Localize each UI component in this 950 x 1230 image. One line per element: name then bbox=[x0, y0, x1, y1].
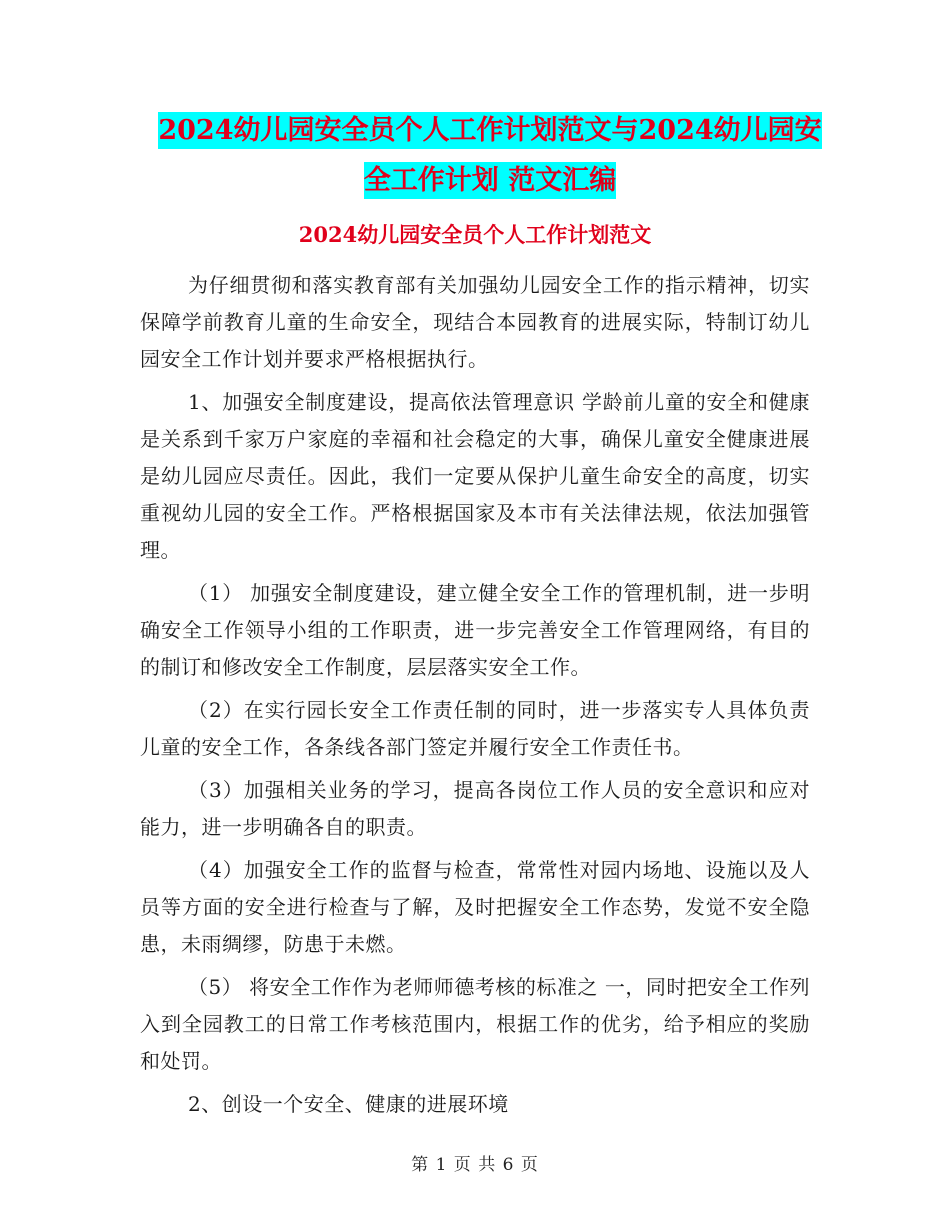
paragraph-sub-4: （4）加强安全工作的监督与检查，常常性对园内场地、设施以及人员等方面的安全进行检查与了解，及时把握安全工作态势，发觉不安全隐患，未雨绸缪，防患于未燃。 bbox=[140, 858, 810, 956]
paragraph-item-1: 1、加强安全制度建设，提高依法管理意识 学龄前儿童的安全和健康是关系到千家万户家庭的幸福和社会稳定的大事，确保儿童安全健康进展是幼儿园应尽责任。因此，我们一定要从保护儿童生命安全的高度，切实重视幼儿园的安全工作。严格根据国家及本市有关法律法规，依法加强管理。 bbox=[140, 390, 810, 562]
page-number-footer: 第 1 页 共 6 页 bbox=[411, 1155, 539, 1175]
paragraph-item-2: 2、创设一个安全、健康的进展环境 bbox=[188, 1092, 509, 1116]
paragraph-sub-2: （2）在实行园长安全工作责任制的同时，进一步落实专人具体负责儿童的安全工作，各条线各部门签定并履行安全工作责任书。 bbox=[140, 698, 810, 759]
paragraph-sub-5: （5） 将安全工作作为老师师德考核的标准之 一，同时把安全工作列入到全园教工的日常工作考核范围内，根据工作的优劣，给予相应的奖励和处罚。 bbox=[140, 975, 810, 1073]
document-title-line2: 全工作计划 范文汇编 bbox=[364, 162, 616, 199]
document-title-line1: 2024幼儿园安全员个人工作计划范文与2024幼儿园安 bbox=[158, 112, 821, 149]
document-body bbox=[140, 267, 810, 1123]
paragraph-sub-3: （3）加强相关业务的学习，提高各岗位工作人员的安全意识和应对能力，进一步明确各自的职责。 bbox=[140, 778, 810, 839]
document-title bbox=[140, 106, 840, 206]
paragraph-intro: 为仔细贯彻和落实教育部有关加强幼儿园安全工作的指示精神，切实保障学前教育儿童的生命安全，现结合本园教育的进展实际，特制订幼儿园安全工作计划并要求严格根据执行。 bbox=[140, 273, 810, 371]
section-title: 2024幼儿园安全员个人工作计划范文 bbox=[298, 222, 652, 247]
paragraph-sub-1: （1） 加强安全制度建设，建立健全安全工作的管理机制，进一步明确安全工作领导小组的工作职责，进一步完善安全工作管理网络，有目的的制订和修改安全工作制度，层层落实安全工作。 bbox=[140, 581, 810, 679]
